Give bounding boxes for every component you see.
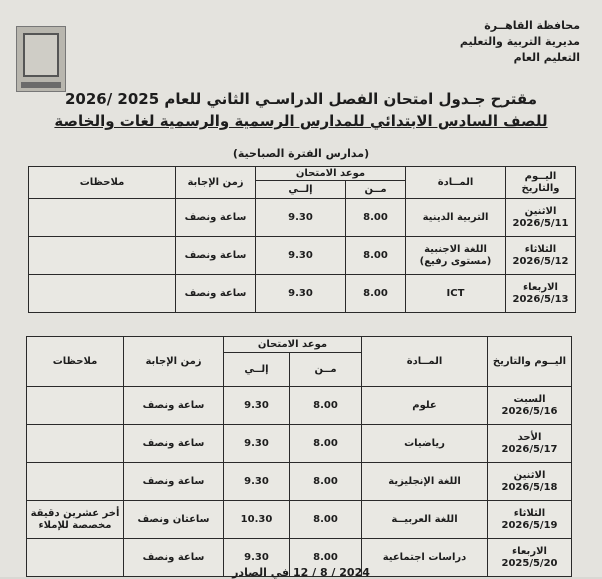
day-cell	[488, 425, 572, 463]
ministry-logo	[16, 26, 66, 92]
notes-cell	[27, 387, 124, 425]
subject-cell: اللغة الإنجليزية	[362, 463, 488, 501]
col-notes: ملاحظات	[29, 167, 176, 199]
col-day: اليــوم والتاريخ	[506, 167, 576, 199]
table-row	[27, 463, 572, 501]
subject-cell: ICT	[406, 275, 506, 313]
table-row	[27, 387, 572, 425]
day-name: الاثنين	[524, 205, 557, 217]
letterhead	[460, 18, 580, 66]
document-subtitle: للصف السادس الابتدائي للمدارس الرسمية والرسمية لغات والخاصة	[54, 112, 548, 130]
day-name: الثلاثاء	[524, 243, 557, 255]
from-cell: 8.00	[290, 425, 362, 463]
table-row	[29, 199, 576, 237]
duration-cell: ساعة ونصف	[124, 539, 224, 577]
exam-date: 2026/5/19	[501, 519, 558, 531]
from-cell: 8.00	[290, 539, 362, 577]
col-from: مــن	[346, 181, 406, 199]
notes-cell	[27, 463, 124, 501]
notes-cell	[29, 237, 176, 275]
col-subject: المــادة	[362, 337, 488, 387]
notes-cell	[29, 275, 176, 313]
notes-cell: أخر عشرين دقيقة مخصصة للإملاء	[27, 501, 124, 539]
table-row	[27, 501, 572, 539]
duration-cell: ساعة ونصف	[176, 237, 256, 275]
subject-cell: رياضيات	[362, 425, 488, 463]
from-cell: 8.00	[290, 463, 362, 501]
day-cell	[506, 275, 576, 313]
day-name: الاربعاء	[523, 281, 558, 293]
schedule-table-1	[28, 166, 576, 313]
to-cell: 10.30	[224, 501, 290, 539]
day-name: الاربعاء	[512, 545, 547, 557]
duration-cell: ساعتان ونصف	[124, 501, 224, 539]
duration-cell: ساعة ونصف	[124, 387, 224, 425]
subject-cell: اللغة العربيــة	[362, 501, 488, 539]
exam-date: 2026/5/13	[512, 293, 569, 305]
exam-date: 2026/5/17	[501, 443, 558, 455]
day-cell	[488, 501, 572, 539]
day-cell	[506, 199, 576, 237]
col-to: إلــي	[224, 353, 290, 387]
from-cell: 8.00	[290, 387, 362, 425]
table-row	[29, 237, 576, 275]
col-duration: زمن الإجابة	[124, 337, 224, 387]
notes-cell	[29, 199, 176, 237]
to-cell: 9.30	[256, 275, 346, 313]
from-cell: 8.00	[346, 199, 406, 237]
subject-cell: اللغة الاجنبية (مستوى رفيع)	[406, 237, 506, 275]
col-from: مــن	[290, 353, 362, 387]
day-name: الأحد	[517, 431, 542, 443]
col-subject: المــادة	[406, 167, 506, 199]
to-cell: 9.30	[256, 237, 346, 275]
col-exam-time: موعد الامتحان	[256, 167, 406, 181]
col-exam-time: موعد الامتحان	[224, 337, 362, 353]
col-to: إلــي	[256, 181, 346, 199]
header-directorate: مديرية التربية والتعليم	[459, 35, 580, 48]
subject-cell: علوم	[362, 387, 488, 425]
to-cell: 9.30	[224, 463, 290, 501]
duration-cell: ساعة ونصف	[124, 425, 224, 463]
duration-cell: ساعة ونصف	[176, 199, 256, 237]
table-row	[27, 425, 572, 463]
col-day: اليــوم والتاريخ	[488, 337, 572, 387]
exam-date: 2025/5/20	[501, 557, 558, 569]
schedule-table-2	[26, 336, 572, 577]
footer-reference: 2024 / 8 / 12 في الصادر	[232, 566, 370, 579]
day-cell	[488, 387, 572, 425]
to-cell: 9.30	[224, 539, 290, 577]
exam-date: 2026/5/12	[512, 255, 569, 267]
from-cell: 8.00	[346, 275, 406, 313]
day-cell	[506, 237, 576, 275]
col-notes: ملاحظات	[27, 337, 124, 387]
day-name: الاثنين	[513, 469, 546, 481]
from-cell: 8.00	[346, 237, 406, 275]
day-name: الثلاثاء	[513, 507, 546, 519]
period-label: (مدارس الفترة الصباحية)	[232, 147, 370, 160]
duration-cell: ساعة ونصف	[124, 463, 224, 501]
subject-cell: دراسات اجتماعية	[362, 539, 488, 577]
to-cell: 9.30	[224, 387, 290, 425]
day-cell	[488, 463, 572, 501]
to-cell: 9.30	[256, 199, 346, 237]
exam-date: 2026/5/18	[501, 481, 558, 493]
from-cell: 8.00	[290, 501, 362, 539]
duration-cell: ساعة ونصف	[176, 275, 256, 313]
subject-cell: التربية الدينية	[406, 199, 506, 237]
table-row	[29, 275, 576, 313]
col-duration: زمن الإجابة	[176, 167, 256, 199]
day-name: السبت	[513, 393, 546, 405]
header-department: التعليم العام	[513, 51, 580, 64]
document-title: مقترح جـدول امتحان الفصل الدراسـي الثاني للعام 2025 /2026	[64, 90, 538, 108]
to-cell: 9.30	[224, 425, 290, 463]
notes-cell	[27, 425, 124, 463]
exam-date: 2026/5/11	[512, 217, 569, 229]
exam-date: 2026/5/16	[501, 405, 558, 417]
header-governorate: محافظة القاهــرة	[484, 19, 580, 32]
